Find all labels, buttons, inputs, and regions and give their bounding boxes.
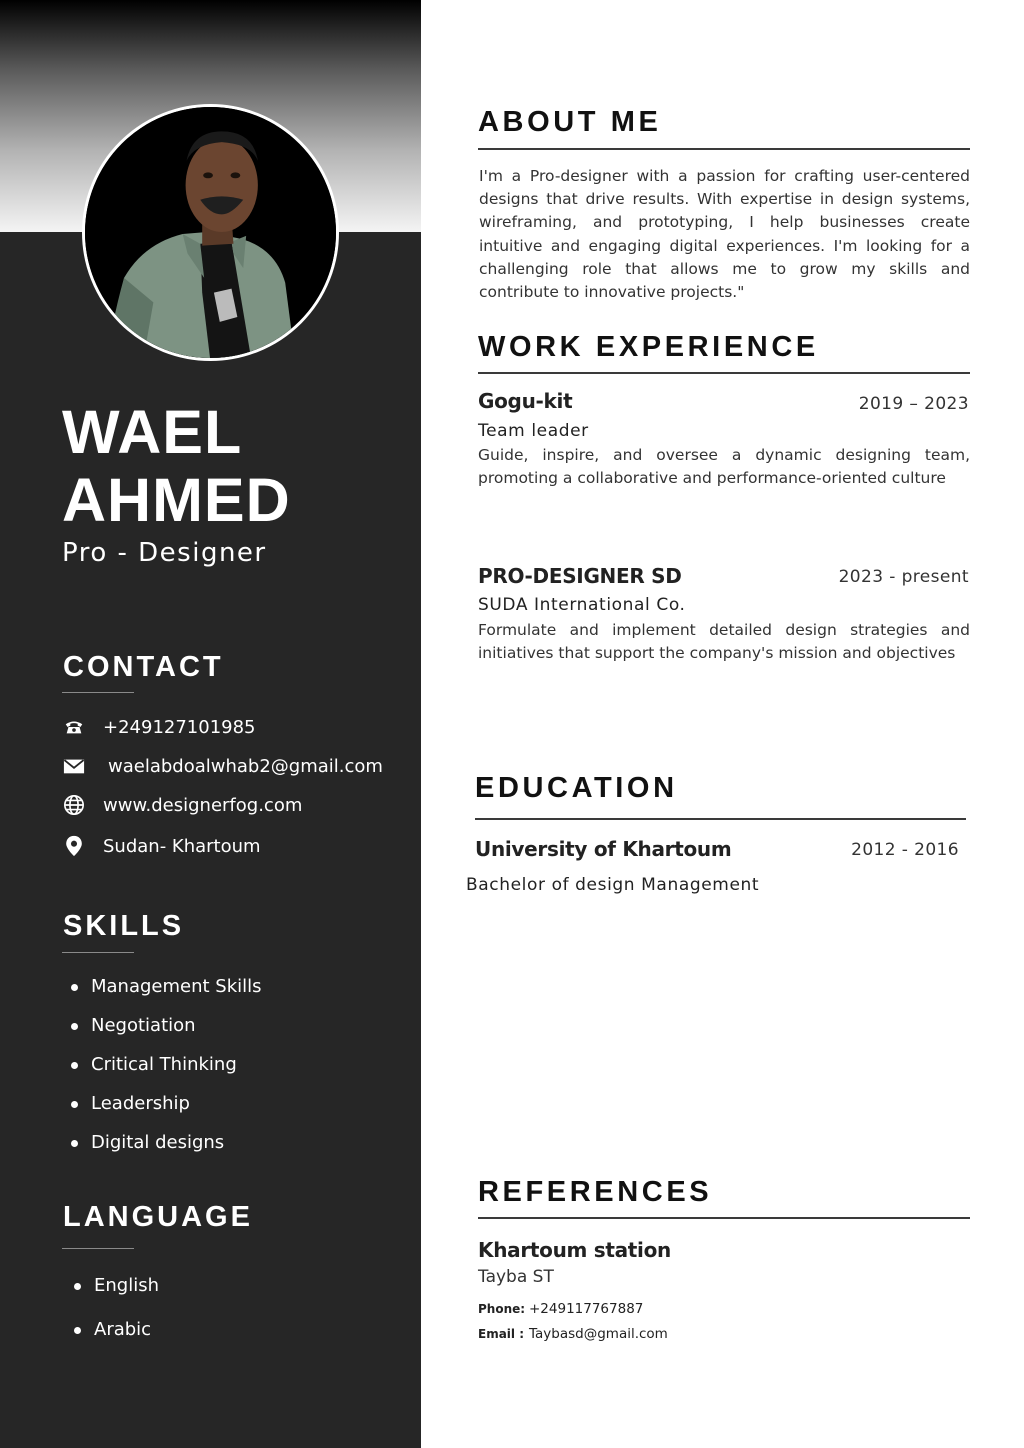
skills-divider	[62, 952, 134, 953]
about-divider	[478, 148, 970, 150]
reference-email[interactable]	[478, 1326, 668, 1342]
work-heading: WORK EXPERIENCE	[478, 331, 819, 363]
reference-phone-value: +249117767887	[529, 1301, 644, 1317]
education-divider	[475, 818, 966, 820]
language-item: Arabic	[73, 1317, 159, 1361]
contact-divider	[62, 692, 134, 693]
job-dates: 2023 - present	[838, 567, 969, 587]
job-title: Pro - Designer	[62, 538, 267, 568]
phone-text: +249127101985	[103, 716, 256, 738]
globe-icon	[62, 793, 86, 817]
contact-heading: CONTACT	[63, 651, 224, 683]
reference-address: Tayba ST	[478, 1267, 554, 1287]
sidebar	[0, 0, 421, 1448]
education-dates: 2012 - 2016	[851, 840, 959, 860]
job-description: Guide, inspire, and oversee a dynamic designing team, promoting a collaborative and performance-oriented culture	[478, 446, 970, 488]
last-name: AHMED	[62, 466, 291, 534]
location-pin-icon	[62, 834, 86, 858]
language-list	[73, 1273, 159, 1361]
reference-email-value: Taybasd@gmail.com	[529, 1326, 668, 1342]
job-company: PRO-DESIGNER SD	[478, 564, 682, 588]
profile-photo	[85, 107, 336, 358]
education-school: University of Khartoum	[475, 837, 732, 861]
job-dates: 2019 – 2023	[858, 394, 969, 414]
language-item: English	[73, 1273, 159, 1317]
reference-phone-label: Phone:	[478, 1302, 526, 1316]
phone-icon	[62, 715, 86, 739]
job-description: Formulate and implement detailed design strategies and initiatives that support the company's mission and objectives	[478, 621, 970, 663]
contact-website[interactable]	[62, 790, 303, 820]
skills-heading: SKILLS	[63, 910, 185, 942]
reference-name: Khartoum station	[478, 1238, 671, 1262]
location-text: Sudan- Khartoum	[103, 835, 261, 857]
contact-email[interactable]	[62, 751, 383, 781]
skill-item: Digital designs	[70, 1130, 262, 1169]
references-heading: REFERENCES	[478, 1176, 713, 1208]
website-text: www.designerfog.com	[103, 794, 303, 816]
mail-icon	[62, 754, 86, 778]
avatar	[82, 104, 339, 361]
job-role: SUDA International Co.	[478, 595, 686, 615]
references-divider	[478, 1217, 970, 1219]
education-heading: EDUCATION	[475, 772, 678, 804]
skills-list	[70, 974, 262, 1169]
language-divider	[62, 1248, 134, 1249]
work-divider	[478, 372, 970, 374]
about-heading: ABOUT ME	[478, 106, 662, 138]
reference-email-label: Email :	[478, 1327, 525, 1341]
skill-item: Critical Thinking	[70, 1052, 262, 1091]
reference-phone[interactable]	[478, 1301, 643, 1317]
language-heading: LANGUAGE	[63, 1201, 253, 1233]
skill-item: Negotiation	[70, 1013, 262, 1052]
contact-location	[62, 831, 261, 861]
job-company: Gogu-kit	[478, 389, 573, 413]
job-role: Team leader	[478, 421, 589, 441]
contact-phone[interactable]	[62, 712, 256, 742]
full-name	[62, 398, 402, 534]
education-degree: Bachelor of design Management	[466, 875, 760, 895]
about-text: I'm a Pro-designer with a passion for crafting user-centered designs that drive results. With expertise in design systems, wireframing, and prototyping, I help businesses create intuitive and engaging digital experiences. I'm looking for a challenging role that allows me to grow my skills and contribute to innovative projects."	[479, 167, 970, 302]
email-text: waelabdoalwhab2@gmail.com	[108, 755, 383, 777]
skill-item: Leadership	[70, 1091, 262, 1130]
skill-item: Management Skills	[70, 974, 262, 1013]
first-name: WAEL	[62, 398, 243, 466]
